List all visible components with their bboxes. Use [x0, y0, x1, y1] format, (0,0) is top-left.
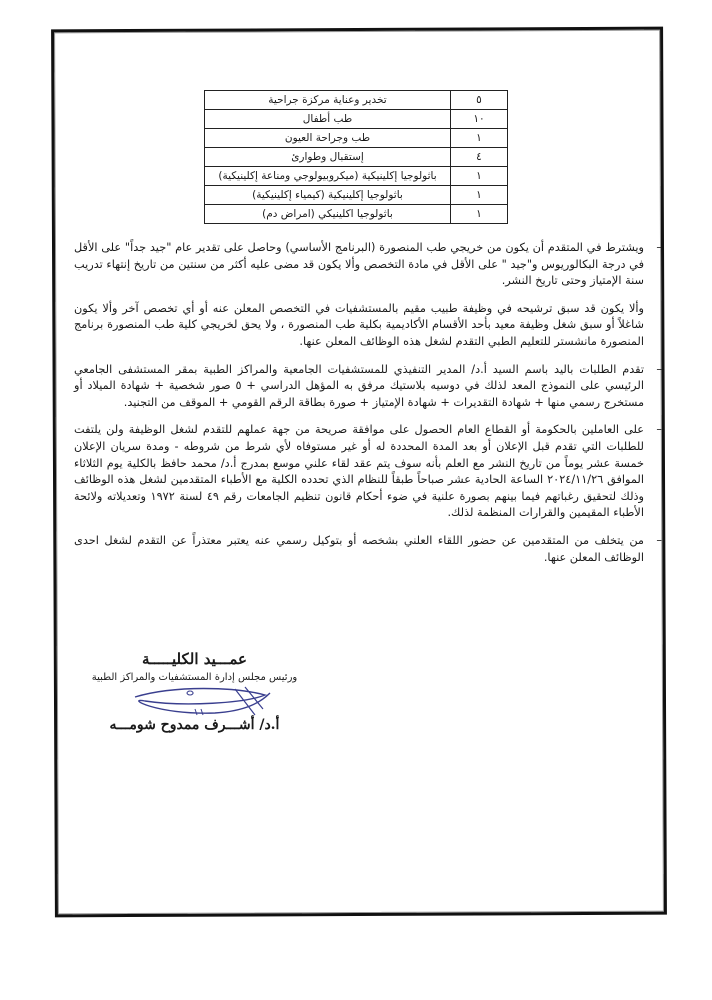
specialty-name: باثولوجيا إكلينيكية (كيمياء إكلينيكية) — [205, 186, 451, 205]
table-row — [205, 129, 508, 148]
specialty-name: طب أطفال — [205, 110, 451, 129]
position-count: ٥ — [451, 91, 508, 110]
paragraph-text: من يتخلف من المتقدمين عن حضور اللقاء العلني بشخصه أو بتوكيل رسمي عنه يعتبر معتذراً عن التقدم لشغل احدى الوظائف المعلن عنها. — [74, 533, 644, 564]
signature-subtitle: ورئيس مجلس إدارة المستشفيات والمراكز الطبية — [91, 672, 298, 683]
position-count: ١ — [451, 186, 508, 205]
signature-title: عمـــيد الكليـــــة — [142, 650, 247, 668]
handwritten-signature-icon — [95, 685, 295, 721]
specialty-name: إستقبال وطوارئ — [205, 148, 451, 167]
condition-paragraph — [74, 362, 664, 412]
specialty-name: باثولوجيا إكلينيكية (ميكروبيولوجي ومناعة إكلينيكية) — [205, 167, 451, 186]
specialty-name: باثولوجيا اكلينيكي (امراض دم) — [205, 205, 451, 224]
table-row — [205, 91, 508, 110]
bullet-dash: – — [656, 533, 662, 547]
condition-paragraph — [74, 533, 664, 566]
bullet-dash: – — [656, 423, 662, 437]
specialty-name: تخدير وعناية مركزة جراحية — [205, 91, 451, 110]
signatory-name: أ.د/ أشـــرف ممدوح شومـــه — [109, 717, 280, 733]
position-count: ١ — [451, 129, 508, 148]
paragraph-text: على العاملين بالحكومة أو القطاع العام الحصول على موافقة صريحة من جهة عملهم للتقدم لشغل الوظيفة ولن يلتفت للطلبات التي تقدم قبل الإعلان أو بعد المدة المحددة له أو غير مستوفاه لأي شرط من شروطه - ومدة سريان الإعلان خمسة عشر يوماً من تاريخ النشر مع العلم بأنه سوف يتم عقد لقاء علني موسع بمدرج أ.د/ محمد حافظ بالكلية يوم الثلاثاء الموافق ٢٠٢٤/١١/٢٦ الساعة الحادية عشر صباحاً طبقاً للنظام الذي تحدده الكلية مع الأطباء المتقدمين لشغل هذه الوظائف وذلك لتحقيق رغباتهم فيما بينهم بصورة علنية في ضوء أحكام قانون تنظيم الجامعات رقم ٤٩ لسنة ١٩٧٢ وتعديلاته ولائحة الأطباء المقيمين والقرارات المنظمة لذلك. — [74, 423, 645, 520]
table-row — [205, 186, 508, 205]
specialty-name: طب وجراحة العيون — [205, 129, 451, 148]
jobs-table — [204, 90, 508, 224]
table-row — [205, 110, 508, 129]
paragraph-text: وألا يكون قد سبق ترشيحه في وظيفة طبيب مقيم بالمستشفيات في التخصص المعلن عنه أو أي تخصص آخر وألا يكون شاغلاً أو سبق شغل وظيفة معيد بأحد الأقسام الأكاديمية بكلية طب المنصورة ، ولا يحق لخريجي كلية طب المنصورة برنامج المنصورة مانشستر للتعليم الطبي التقدم لشغل هذه الوظائف المعلن عنها. — [74, 301, 644, 348]
conditions-section — [74, 240, 664, 577]
bullet-dash: – — [656, 362, 662, 376]
condition-paragraph — [74, 422, 664, 522]
paragraph-text: تقدم الطلبات باليد باسم السيد أ.د/ المدير التنفيذي للمستشفيات الجامعية والمراكز الطبية بمقر المستشفى الجامعي الرئيسي على النموذج المعد لذلك في دوسيه بلاستيك مرفق به المؤهل الدراسي + ٥ صور شخصية + شهادة الميلاد أو مستخرج رسمي منها + شهادة التقديرات + شهادة الإمتياز + صورة بطاقة الرقم القومي + الموقف من التجنيد. — [74, 362, 644, 409]
position-count: ١ — [451, 205, 508, 224]
paragraph-text: ويشترط في المتقدم أن يكون من خريجي طب المنصورة (البرنامج الأساسي) وحاصل على تقدير عام "جيد جداً" على الأقل في درجة البكالوريوس و"جيد " على الأقل في مادة التخصص وألا يكون قد مضى عليه أكثر من سنتين من تاريخ إنتهاء تدريب سنة الإمتياز وحتى تاريخ النشر. — [74, 241, 644, 288]
table-row — [205, 167, 508, 186]
position-count: ١ — [451, 167, 508, 186]
bullet-dash: – — [656, 241, 662, 254]
condition-paragraph — [74, 240, 664, 290]
condition-paragraph — [74, 301, 664, 351]
table-row — [205, 148, 508, 167]
signature-block — [72, 650, 317, 733]
position-count: ٤ — [451, 148, 508, 167]
table-row — [205, 205, 508, 224]
position-count: ١٠ — [451, 110, 508, 129]
